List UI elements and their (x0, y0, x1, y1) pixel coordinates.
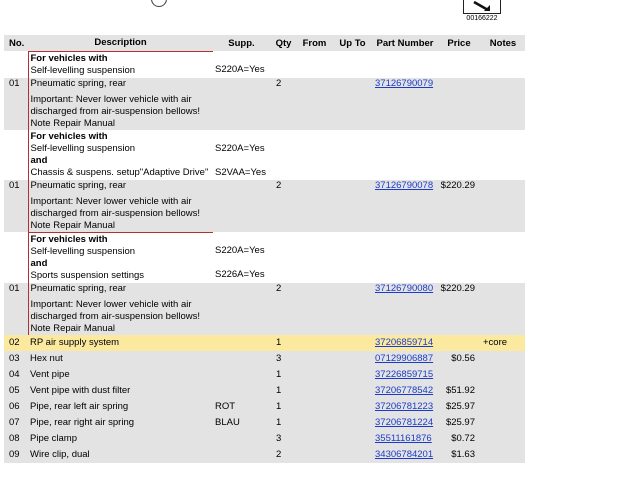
col-supp: Supp. (213, 35, 270, 51)
condition-code: S226A=Yes (215, 269, 265, 280)
item-note: Important: Never lower vehicle with air discharged from air-suspension bellows! Note Repair Manual (30, 298, 200, 334)
item-qty: 2 (270, 447, 297, 463)
condition-text: Chassis & suspens. setup"Adaptive Drive" (30, 166, 209, 178)
part-number-link[interactable]: 37126790080 (375, 282, 434, 294)
item-supp: ROT (213, 399, 270, 415)
condition-and: and (30, 257, 48, 269)
item-description: RP air supply system (28, 335, 213, 351)
item-description: Pneumatic spring, rear (30, 282, 127, 294)
item-no: 04 (4, 367, 28, 383)
item-qty: 1 (270, 383, 297, 399)
item-price: $1.63 (437, 447, 481, 463)
item-no: 03 (4, 351, 28, 367)
item-supp (213, 335, 270, 351)
table-row (4, 447, 525, 463)
part-number-link[interactable]: 37206781224 (375, 416, 434, 428)
item-no: 09 (4, 447, 28, 463)
item-no: 01 (4, 180, 28, 233)
item-qty: 3 (270, 431, 297, 447)
item-price: $25.97 (437, 415, 481, 431)
condition-code: S2VAA=Yes (215, 166, 266, 178)
item-supp: BLAU (213, 415, 270, 431)
table-row (4, 283, 525, 335)
item-qty: 2 (270, 180, 297, 233)
condition-heading: For vehicles with (30, 233, 108, 245)
table-row (4, 180, 525, 233)
table-row (4, 78, 525, 130)
col-part-number: Part Number (373, 35, 437, 51)
item-description: Hex nut (28, 351, 213, 367)
item-supp (213, 431, 270, 447)
condition-heading: For vehicles with (30, 52, 108, 64)
col-up-to: Up To (332, 35, 373, 51)
item-description: Vent pipe (28, 367, 213, 383)
table-row (4, 399, 525, 415)
item-price: $25.97 (437, 399, 481, 415)
top-strip (0, 0, 640, 34)
item-price (437, 335, 481, 351)
condition-text: Sports suspension settings (30, 269, 145, 281)
item-price: $220.29 (437, 283, 481, 335)
condition-and: and (30, 154, 48, 166)
condition-row (4, 130, 525, 180)
part-number-link[interactable]: 37206781223 (375, 400, 434, 412)
condition-code: S220A=Yes (215, 142, 265, 154)
condition-code: S220A=Yes (215, 64, 265, 75)
item-qty: 2 (270, 78, 297, 130)
item-no: 05 (4, 383, 28, 399)
col-notes: Notes (481, 35, 525, 51)
part-number-link[interactable]: 37226859715 (375, 368, 434, 380)
part-number-link[interactable]: 37126790078 (375, 179, 434, 191)
condition-code: S220A=Yes (215, 245, 265, 256)
part-number-link[interactable]: 34306784201 (375, 448, 434, 460)
item-no: 07 (4, 415, 28, 431)
table-row (4, 431, 525, 447)
item-supp (213, 367, 270, 383)
col-from: From (297, 35, 332, 51)
item-description: Pneumatic spring, rear (30, 77, 127, 89)
part-number-link[interactable]: 37206859714 (375, 336, 434, 348)
item-description: Pneumatic spring, rear (30, 179, 127, 191)
item-supp (213, 447, 270, 463)
table-row (4, 351, 525, 367)
col-no: No. (4, 35, 28, 51)
table-row (4, 415, 525, 431)
item-qty: 1 (270, 367, 297, 383)
col-description: Description (28, 35, 213, 51)
callout-circle-icon (151, 0, 167, 7)
item-qty: 1 (270, 399, 297, 415)
item-notes (481, 431, 525, 447)
item-supp (213, 383, 270, 399)
item-notes (481, 447, 525, 463)
col-qty: Qty (270, 35, 297, 51)
condition-row (4, 232, 525, 283)
item-description: Vent pipe with dust filter (28, 383, 213, 399)
table-header-row (4, 35, 525, 51)
item-notes (481, 367, 525, 383)
item-supp (213, 351, 270, 367)
item-price (437, 78, 481, 130)
table-row (4, 367, 525, 383)
item-price: $0.56 (437, 351, 481, 367)
table-row[interactable] (4, 335, 525, 351)
item-price (437, 367, 481, 383)
item-notes (481, 351, 525, 367)
item-description: Pipe clamp (28, 431, 213, 447)
item-price: $220.29 (437, 180, 481, 233)
item-note: Important: Never lower vehicle with air discharged from air-suspension bellows! Note Repair Manual (30, 93, 200, 129)
item-price: $0.72 (437, 431, 481, 447)
condition-text: Self-levelling suspension (30, 245, 136, 257)
item-note: Important: Never lower vehicle with air discharged from air-suspension bellows! Note Repair Manual (30, 195, 200, 231)
item-qty: 2 (270, 283, 297, 335)
part-number-link[interactable]: 07129906887 (375, 352, 434, 364)
item-notes (481, 383, 525, 399)
item-description: Pipe, rear right air spring (28, 415, 213, 431)
item-no: 08 (4, 431, 28, 447)
condition-heading: For vehicles with (30, 130, 108, 142)
item-notes (481, 399, 525, 415)
part-number-link[interactable]: 37126790079 (375, 77, 434, 89)
item-no: 06 (4, 399, 28, 415)
col-price: Price (437, 35, 481, 51)
item-description: Pipe, rear left air spring (28, 399, 213, 415)
parts-table (4, 35, 525, 463)
diagram-thumbnail-icon[interactable] (463, 0, 501, 14)
condition-text: Self-levelling suspension (30, 142, 136, 154)
item-qty: 1 (270, 335, 297, 351)
item-price: $51.92 (437, 383, 481, 399)
item-qty: 3 (270, 351, 297, 367)
item-notes (481, 415, 525, 431)
item-description: Wire clip, dual (28, 447, 213, 463)
table-row (4, 383, 525, 399)
item-no: 01 (4, 78, 28, 130)
diagram-id: 00166222 (466, 15, 498, 22)
item-no: 02 (4, 335, 28, 351)
part-number-link[interactable]: 35511161876 (375, 432, 432, 444)
condition-text: Self-levelling suspension (30, 64, 136, 76)
condition-row (4, 51, 525, 78)
item-no: 01 (4, 283, 28, 335)
part-number-link[interactable]: 37206778542 (375, 384, 434, 396)
item-notes: +core (481, 335, 525, 351)
item-qty: 1 (270, 415, 297, 431)
